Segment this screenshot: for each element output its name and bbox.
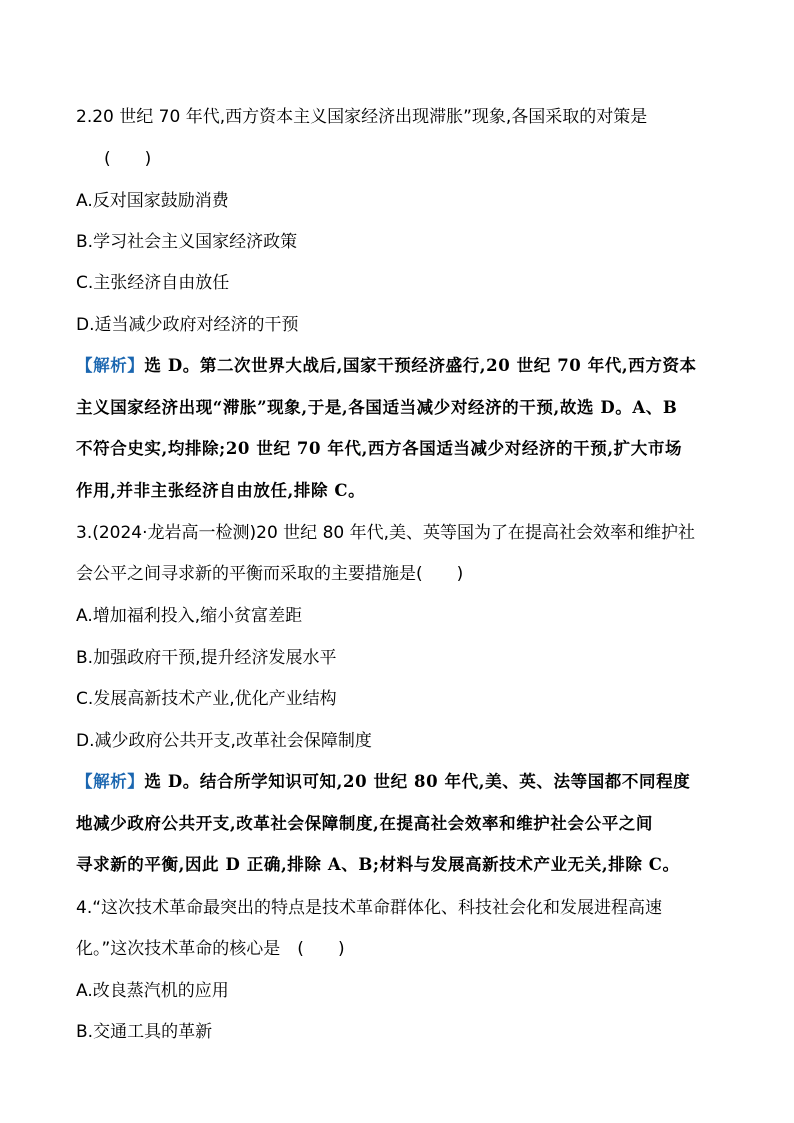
q3-option-b: B.加强政府干预,提升经济发展水平 bbox=[76, 648, 337, 668]
q2-analysis-line1 bbox=[76, 354, 726, 378]
q2-option-b: B.学习社会主义国家经济政策 bbox=[76, 232, 298, 252]
q3-stem-line2: 会公平之间寻求新的平衡而采取的主要措施是( ) bbox=[76, 564, 464, 584]
q2-option-c: C.主张经济自由放任 bbox=[76, 273, 230, 293]
q3-analysis-line3: 寻求新的平衡,因此 D 正确,排除 A、B;材料与发展高新技术产业无关,排除 C。 bbox=[76, 855, 680, 874]
analysis-tag: 【解析】 bbox=[76, 772, 145, 791]
q4-stem-line1: 4.“这次技术革命最突出的特点是技术革命群体化、科技社会化和发展进程高速 bbox=[76, 898, 663, 918]
q4-option-a: A.改良蒸汽机的应用 bbox=[76, 981, 229, 1001]
q2-option-a: A.反对国家鼓励消费 bbox=[76, 191, 229, 211]
q2-stem-line2: ( ) bbox=[104, 149, 152, 169]
q3-analysis-line1 bbox=[76, 770, 726, 794]
q2-analysis-line4: 作用,并非主张经济自由放任,排除 C。 bbox=[76, 481, 366, 500]
q4-option-b: B.交通工具的革新 bbox=[76, 1022, 213, 1042]
q3-analysis-text1: 选 D。结合所学知识可知,20 世纪 80 年代,美、英、法等国都不同程度 bbox=[144, 772, 691, 791]
q3-option-d: D.减少政府公共开支,改革社会保障制度 bbox=[76, 731, 372, 751]
q3-analysis-line2: 地减少政府公共开支,改革社会保障制度,在提高社会效率和维护社会公平之间 bbox=[76, 814, 653, 833]
q3-option-a: A.增加福利投入,缩小贫富差距 bbox=[76, 606, 303, 626]
q2-analysis-text1: 选 D。第二次世界大战后,国家干预经济盛行,20 世纪 70 年代,西方资本 bbox=[144, 356, 697, 375]
q3-stem-line1: 3.(2024·龙岩高一检测)20 世纪 80 年代,美、英等国为了在提高社会效率和维护社 bbox=[76, 523, 696, 543]
q2-analysis-line2: 主义国家经济出现“滞胀”现象,于是,各国适当减少对经济的干预,故选 D。A、B bbox=[76, 398, 678, 417]
q2-option-d: D.适当减少政府对经济的干预 bbox=[76, 315, 299, 335]
q3-option-c: C.发展高新技术产业,优化产业结构 bbox=[76, 689, 337, 709]
q4-stem-line2: 化。”这次技术革命的核心是 ( ) bbox=[76, 939, 345, 959]
analysis-tag: 【解析】 bbox=[76, 356, 145, 375]
q2-analysis-line3: 不符合史实,均排除;20 世纪 70 年代,西方各国适当减少对经济的干预,扩大市场 bbox=[76, 439, 683, 458]
q2-stem-line1: 2.20 世纪 70 年代,西方资本主义国家经济出现滞胀”现象,各国采取的对策是 bbox=[76, 107, 648, 127]
